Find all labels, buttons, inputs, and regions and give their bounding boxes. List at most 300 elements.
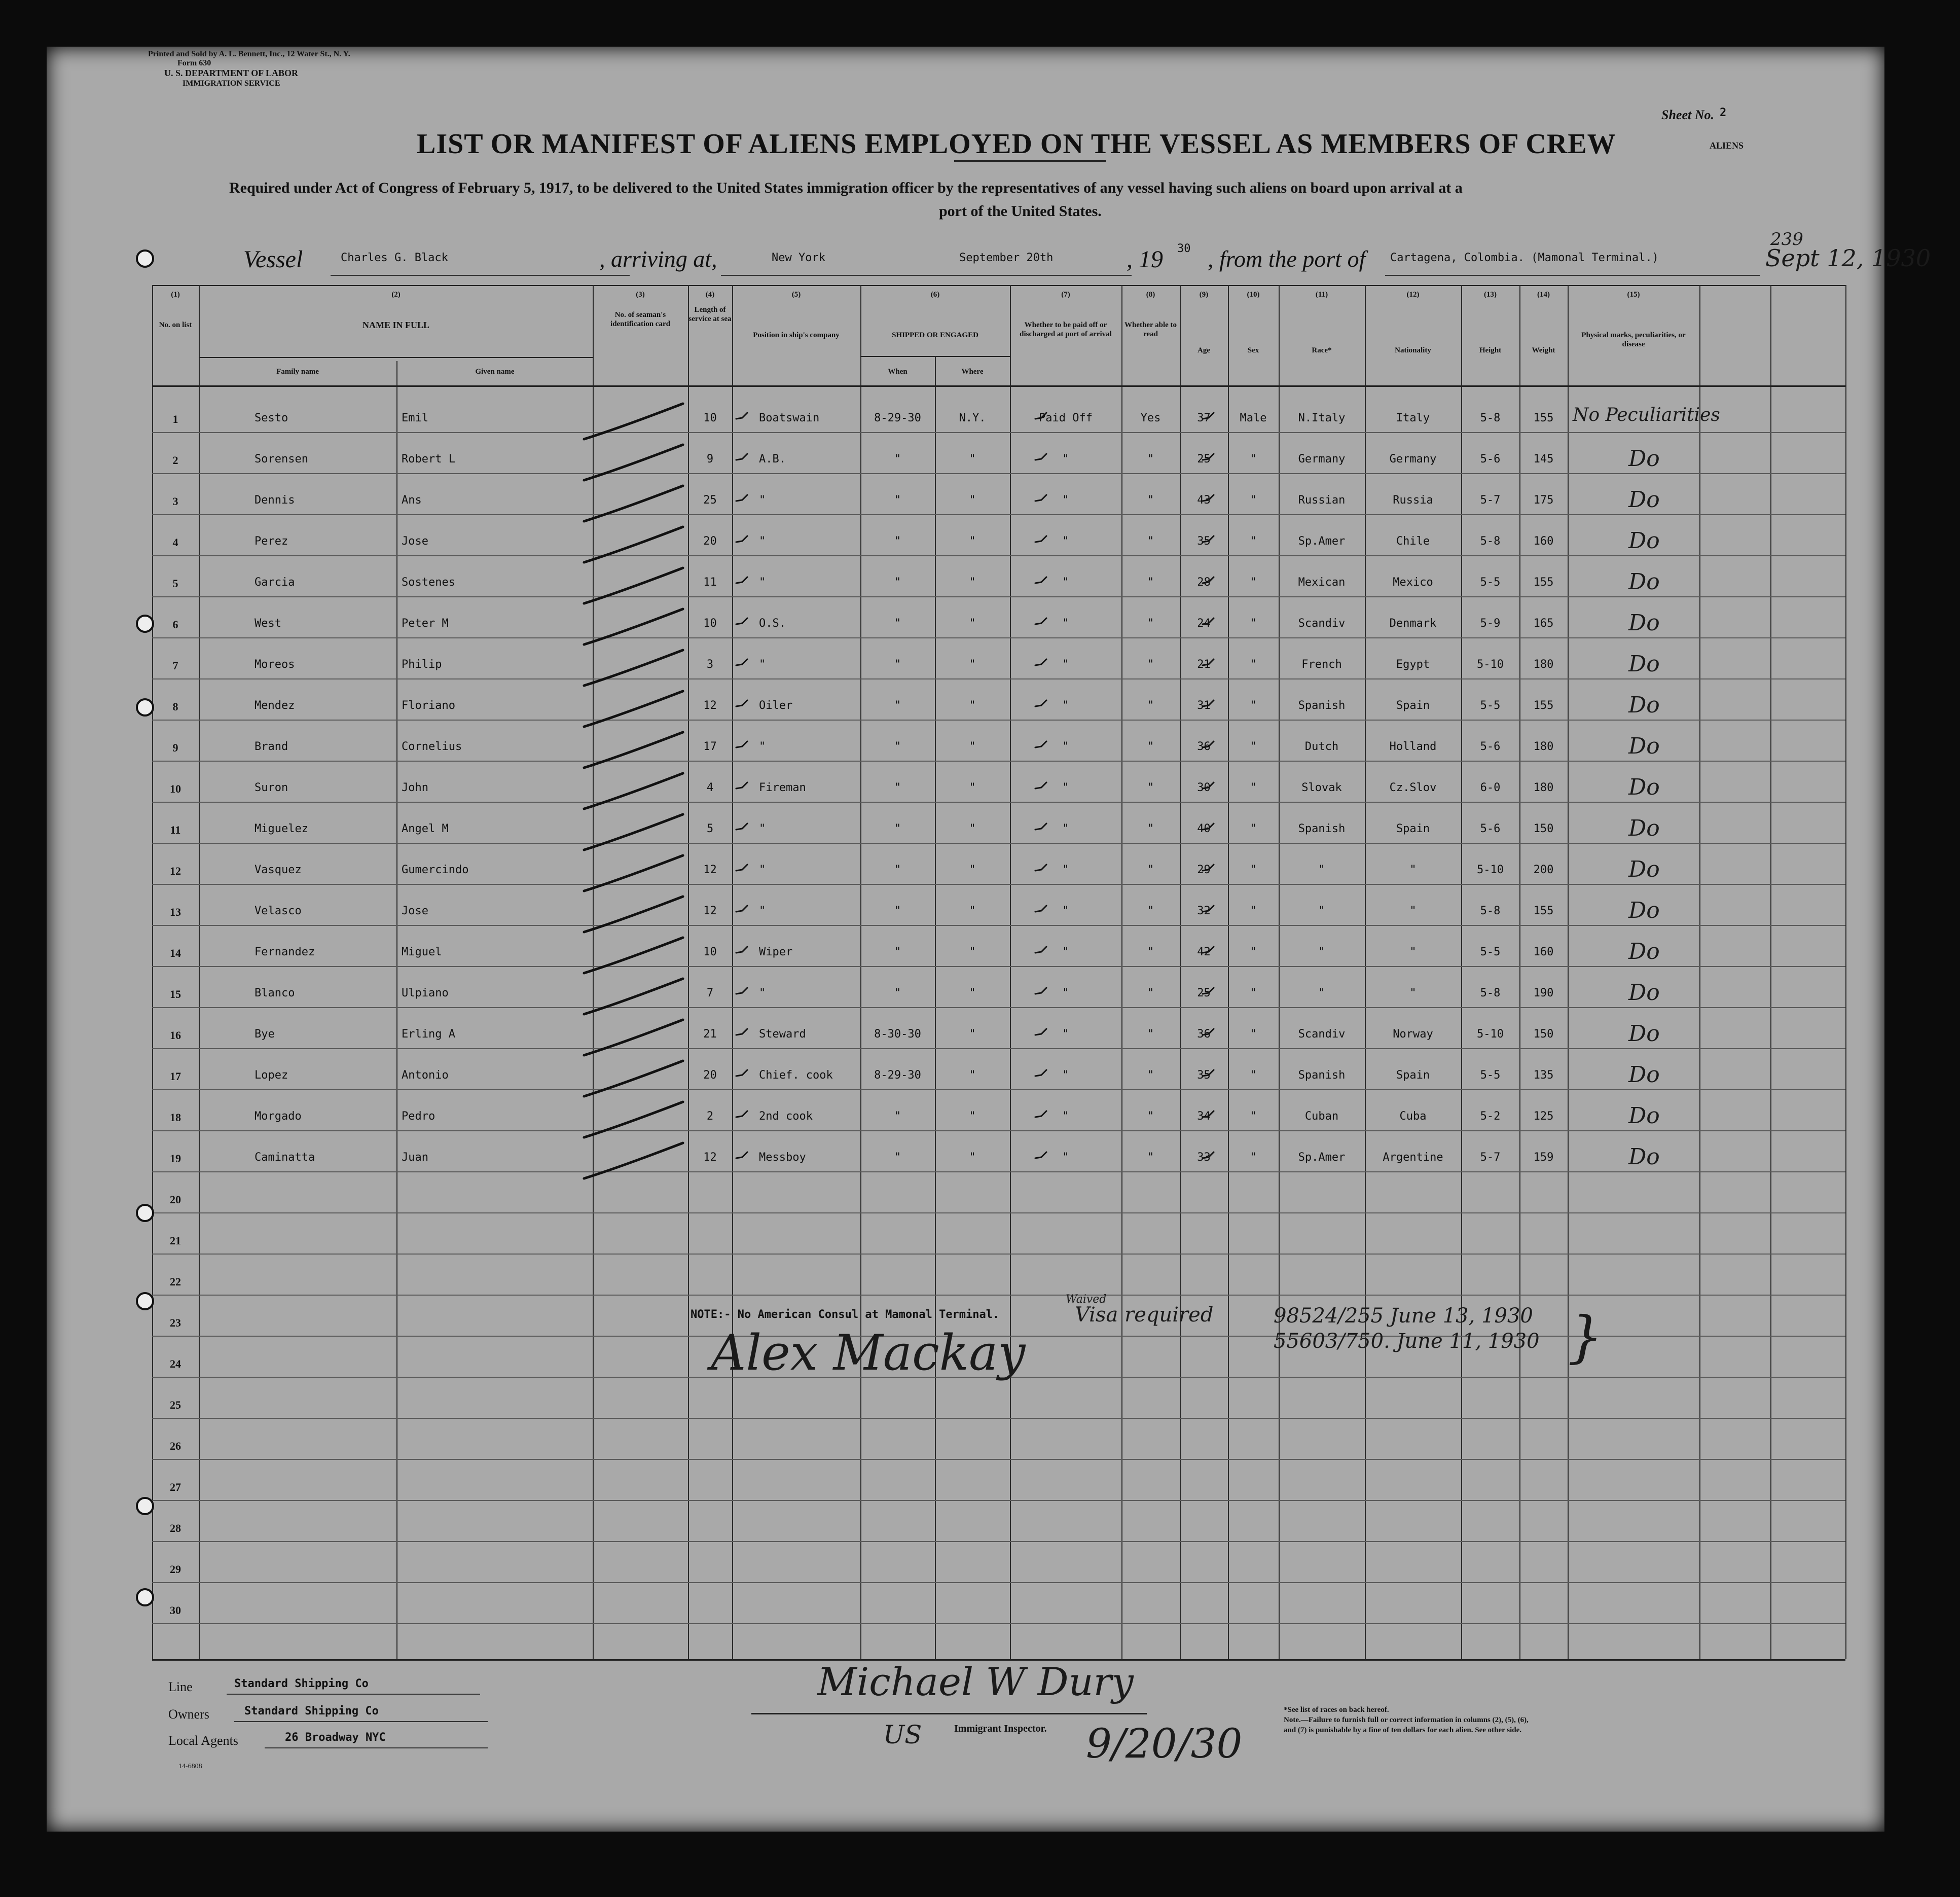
line-value: Standard Shipping Co [234,1677,369,1690]
sheet-no-label: Sheet No. [1661,108,1714,122]
row-number: 1 [172,413,178,425]
note-visa-line2: 55603/750. June 11, 1930 [1274,1330,1540,1353]
position-cell: " [759,658,766,671]
col-13-num: (13) [1484,291,1497,299]
service-cell: 5 [706,822,714,835]
sex-cell: " [1250,453,1257,466]
page-title: LIST OR MANIFEST OF ALIENS EMPLOYED ON THE VESSEL AS MEMBERS OF CREW [417,128,1616,160]
card-strike [584,938,683,973]
footnote-1: *See list of races on back hereof. [1284,1706,1389,1714]
service-cell: 25 [703,494,717,507]
check-tick [1035,824,1046,830]
binder-hole [136,249,154,268]
check-tick [1035,947,1046,953]
physical-marks-cell: Do [1628,815,1660,841]
family-name-cell: West [255,617,281,630]
paid-off-cell: " [1062,1028,1069,1041]
nationality-cell: Mexico [1393,576,1433,589]
card-strike-marks [47,47,1884,1832]
position-cell: Wiper [759,946,793,958]
footnote-3: and (7) is punishable by a fine of ten dollars for each alien. See other side. [1284,1726,1522,1734]
line-underline [227,1694,480,1695]
family-name-cell: Miguelez [255,822,308,835]
card-strike [584,650,683,686]
paid-off-cell: " [1062,1151,1069,1164]
when-cell: " [894,864,901,876]
age-cell: 25 [1197,453,1211,466]
col-10-num: (10) [1247,291,1260,299]
col-length-service: Length of service at sea [688,306,732,323]
check-tick [1035,1111,1046,1117]
service-cell: 12 [703,905,717,917]
row-number: 30 [170,1604,181,1617]
check-tick [1203,536,1214,542]
inspector-title: Immigrant Inspector. [954,1723,1047,1734]
service-cell: 12 [703,699,717,712]
race-cell: Slovak [1301,781,1342,794]
check-tick [1203,1070,1214,1076]
col-6-num: (6) [930,291,940,299]
arriving-label: , arriving at, [599,246,717,272]
race-cell: Germany [1298,453,1346,466]
col-name-num: (2) [391,291,401,299]
inspector-us: US [883,1720,922,1749]
owners-label: Owners [168,1707,209,1722]
sex-cell: " [1250,617,1257,630]
aliens-label: ALIENS [1710,140,1744,151]
row-number: 22 [170,1275,181,1288]
when-cell: " [894,535,901,548]
card-strike [584,1102,683,1137]
where-cell: " [969,1151,976,1164]
family-name-cell: Vasquez [255,864,302,876]
position-cell: " [759,905,766,917]
check-tick [1203,865,1214,871]
physical-marks-cell: Do [1628,692,1660,718]
read-cell: " [1147,905,1154,917]
where-cell: " [969,905,976,917]
paid-off-cell: " [1062,1069,1069,1082]
row-number: 15 [170,988,181,1000]
sex-cell: " [1250,1069,1257,1082]
service-cell: 20 [703,1069,717,1082]
binder-hole [136,698,154,717]
check-tick [1035,782,1046,789]
card-strike [584,445,683,480]
race-cell: " [1318,864,1325,876]
when-cell: " [894,453,901,466]
department: U. S. DEPARTMENT OF LABOR [164,68,299,78]
race-cell: " [1318,987,1325,999]
family-name-cell: Velasco [255,905,302,917]
subtitle-line2: port of the United States. [939,203,1102,220]
paid-off-cell: " [1062,535,1069,548]
physical-marks-cell: No Peculiarities [1573,405,1720,425]
when-cell: 8-29-30 [874,412,921,424]
when-cell: " [894,576,901,589]
age-cell: 40 [1197,822,1211,835]
row-number: 6 [172,618,178,631]
check-tick [1203,782,1214,789]
form-code: 14-6808 [178,1763,202,1770]
height-cell: 6-0 [1480,781,1501,794]
where-cell: " [969,1069,976,1082]
physical-marks-cell: Do [1628,487,1660,513]
given-name-cell: Juan [402,1151,428,1164]
binder-hole [136,1292,154,1310]
read-cell: Yes [1140,412,1161,424]
weight-cell: 150 [1533,1028,1554,1041]
where-cell: " [969,822,976,835]
check-tick [1035,865,1046,871]
when-cell: " [894,1151,901,1164]
sex-cell: " [1250,864,1257,876]
sex-cell: " [1250,781,1257,794]
service-cell: 12 [703,864,717,876]
paid-off-cell: " [1062,576,1069,589]
weight-cell: 155 [1533,905,1554,917]
footnote-2: Note.—Failure to furnish full or correct information in columns (2), (5), (6), [1284,1716,1529,1724]
check-tick [736,988,747,994]
family-name-cell: Blanco [255,987,295,999]
col-8-num: (8) [1146,291,1155,299]
age-cell: 36 [1197,1028,1211,1041]
position-cell: " [759,494,766,507]
given-name-cell: Miguel [402,946,442,958]
col-paid-off: Whether to be paid off or discharged at port of arrival [1020,321,1112,338]
check-tick [736,1152,747,1158]
height-cell: 5-5 [1480,576,1501,589]
where-cell: " [969,864,976,876]
age-cell: 36 [1197,740,1211,753]
binder-hole [136,615,154,633]
from-port-label: , from the port of [1208,246,1366,272]
weight-cell: 190 [1533,987,1554,999]
paid-off-cell: " [1062,740,1069,753]
note-brace: } [1568,1304,1603,1369]
race-cell: Spanish [1298,822,1346,835]
physical-marks-cell: Do [1628,610,1660,636]
given-name-cell: Angel M [402,822,449,835]
physical-marks-cell: Do [1628,856,1660,882]
check-tick [736,1029,747,1035]
nationality-cell: Russia [1393,494,1433,507]
age-cell: 25 [1197,987,1211,999]
where-cell: " [969,1028,976,1041]
nationality-cell: " [1409,946,1417,958]
nationality-cell: Holland [1389,740,1437,753]
read-cell: " [1147,822,1154,835]
service-cell: 11 [703,576,717,589]
check-tick [1035,906,1046,912]
check-tick [736,413,747,419]
weight-cell: 160 [1533,535,1554,548]
paid-off-cell: " [1062,453,1069,466]
position-cell: Boatswain [759,412,820,424]
race-cell: French [1301,658,1342,671]
height-cell: 5-7 [1480,1151,1501,1164]
age-cell: 21 [1197,658,1211,671]
position-cell: O.S. [759,617,786,630]
when-cell: " [894,617,901,630]
service-cell: 4 [706,781,714,794]
paid-off-cell: " [1062,658,1069,671]
age-cell: 37 [1197,412,1211,424]
sex-cell: " [1250,987,1257,999]
col-age: Age [1197,346,1210,354]
check-tick [1203,988,1214,994]
nationality-cell: Cuba [1399,1110,1427,1123]
read-cell: " [1147,946,1154,958]
read-cell: " [1147,494,1154,507]
age-cell: 34 [1197,1110,1211,1123]
race-cell: Mexican [1298,576,1346,589]
position-cell: " [759,822,766,835]
age-cell: 43 [1197,494,1211,507]
family-name-cell: Lopez [255,1069,288,1082]
race-cell: " [1318,905,1325,917]
age-cell: 35 [1197,535,1211,548]
row-number: 2 [172,454,178,467]
check-tick [736,454,747,460]
sex-cell: " [1250,822,1257,835]
height-cell: 5-2 [1480,1110,1501,1123]
row-number: 5 [172,577,178,590]
sex-cell: " [1250,905,1257,917]
check-tick [1035,659,1046,665]
check-tick [1035,536,1046,542]
given-name-cell: Pedro [402,1110,435,1123]
binder-hole [136,1588,154,1606]
check-tick [1203,495,1214,501]
read-cell: " [1147,1069,1154,1082]
row-number: 20 [170,1193,181,1206]
nationality-cell: Italy [1396,412,1430,424]
position-cell: " [759,987,766,999]
when-cell: " [894,987,901,999]
when-cell: " [894,740,901,753]
when-cell: " [894,699,901,712]
line-label: Line [168,1679,193,1694]
nationality-cell: Cz.Slov [1389,781,1437,794]
weight-cell: 125 [1533,1110,1554,1123]
read-cell: " [1147,1028,1154,1041]
position-cell: Messboy [759,1151,806,1164]
agents-value: 26 Broadway NYC [285,1731,386,1744]
col-when: When [888,368,908,376]
col-physical-marks: Physical marks, peculiarities, or disease [1581,331,1686,348]
row-number: 12 [170,865,181,877]
physical-marks-cell: Do [1628,1062,1660,1088]
service-cell: 20 [703,535,717,548]
row-number: 21 [170,1234,181,1247]
nationality-cell: Norway [1393,1028,1433,1041]
height-cell: 5-5 [1480,1069,1501,1082]
card-strike [584,568,683,603]
where-cell: " [969,781,976,794]
read-cell: " [1147,864,1154,876]
card-strike [584,527,683,562]
service: IMMIGRATION SERVICE [183,79,280,88]
consul-signature: Alex Mackay [711,1325,1026,1381]
printer-line: Printed and Sold by A. L. Bennett, Inc., 12 Water St., N. Y. [148,50,350,58]
physical-marks-cell: Do [1628,1144,1660,1170]
row-number: 9 [172,741,178,754]
sex-cell: " [1250,658,1257,671]
where-cell: " [969,699,976,712]
col-weight: Weight [1532,346,1555,354]
binder-hole [136,1204,154,1222]
height-cell: 5-9 [1480,617,1501,630]
where-cell: " [969,658,976,671]
paid-off-cell: " [1062,1110,1069,1123]
family-name-cell: Dennis [255,494,295,507]
sex-cell: " [1250,699,1257,712]
col-position: Position in ship's company [753,331,840,339]
arrival-date: September 20th [959,252,1054,264]
where-cell: " [969,453,976,466]
when-cell: " [894,905,901,917]
col-no-label: No. on list [159,321,192,329]
when-cell: " [894,658,901,671]
family-name-cell: Sorensen [255,453,308,466]
nationality-cell: Argentine [1383,1151,1443,1164]
vessel-name: Charles G. Black [341,252,448,264]
card-strike [584,691,683,727]
col-4-num: (4) [705,291,715,299]
position-cell: Fireman [759,781,806,794]
row-number: 23 [170,1316,181,1329]
height-cell: 5-8 [1480,535,1501,548]
note-visa-line1: 98524/255 June 13, 1930 [1274,1304,1533,1328]
row-number: 26 [170,1440,181,1452]
agents-underline [265,1747,488,1748]
weight-cell: 175 [1533,494,1554,507]
paid-off-cell: " [1062,781,1069,794]
col-family-name: Family name [276,368,319,376]
physical-marks-cell: Do [1628,1103,1660,1129]
note-waived: Waived [1066,1293,1107,1306]
paid-off-cell: " [1062,946,1069,958]
nationality-cell: Chile [1396,535,1430,548]
check-tick [1035,454,1046,460]
vessel-label: Vessel [243,246,303,273]
height-cell: 5-10 [1477,658,1504,671]
col-11-num: (11) [1315,291,1328,299]
weight-cell: 135 [1533,1069,1554,1082]
height-cell: 5-6 [1480,453,1501,466]
check-tick [1035,1070,1046,1076]
read-cell: " [1147,617,1154,630]
given-name-cell: Gumercindo [402,864,469,876]
family-name-cell: Brand [255,740,288,753]
col-read: Whether able to read [1124,321,1177,338]
check-tick [736,865,747,871]
race-cell: Dutch [1304,740,1339,753]
check-tick [1035,741,1046,747]
race-cell: Scandiv [1298,1028,1346,1041]
check-tick [736,741,747,747]
row-number: 25 [170,1399,181,1411]
race-cell: N.Italy [1298,412,1346,424]
when-cell: 8-30-30 [874,1028,921,1041]
row-number: 29 [170,1563,181,1576]
col-14-num: (14) [1537,291,1550,299]
given-name-cell: John [402,781,428,794]
position-cell: Oiler [759,699,793,712]
given-name-cell: Cornelius [402,740,462,753]
service-cell: 10 [703,617,717,630]
when-cell: " [894,946,901,958]
position-cell: Chief. cook [759,1069,833,1082]
weight-cell: 200 [1533,864,1554,876]
height-cell: 5-6 [1480,822,1501,835]
physical-marks-cell: Do [1628,733,1660,759]
check-tick [736,495,747,501]
weight-cell: 180 [1533,740,1554,753]
check-tick [1203,1152,1214,1158]
col-no-header: (1) [171,291,180,299]
weight-cell: 180 [1533,781,1554,794]
race-cell: Cuban [1304,1110,1339,1123]
weight-cell: 180 [1533,658,1554,671]
where-cell: N.Y. [959,412,986,424]
when-cell: " [894,1110,901,1123]
sex-cell: Male [1240,412,1267,424]
service-cell: 2 [706,1110,714,1123]
col-9-num: (9) [1199,291,1209,299]
col-nationality: Nationality [1395,346,1431,354]
row-number: 28 [170,1522,181,1534]
nationality-cell: Egypt [1396,658,1430,671]
position-cell: 2nd cook [759,1110,813,1123]
given-name-cell: Ans [402,494,422,507]
height-cell: 5-8 [1480,412,1501,424]
check-tick [1203,947,1214,953]
row-number: 27 [170,1481,181,1493]
weight-cell: 150 [1533,822,1554,835]
handwritten-date: Sept 12, 1930 [1765,244,1931,272]
height-cell: 5-7 [1480,494,1501,507]
sex-cell: " [1250,1151,1257,1164]
race-cell: Spanish [1298,1069,1346,1082]
col-5-num: (5) [791,291,801,299]
col-seaman-card: No. of seaman's identification card [610,311,670,328]
family-name-cell: Bye [255,1028,275,1041]
age-cell: 33 [1197,1151,1211,1164]
owners-underline [234,1721,488,1722]
check-tick [736,1111,747,1117]
given-name-cell: Antonio [402,1069,449,1082]
family-name-cell: Morgado [255,1110,302,1123]
position-cell: A.B. [759,453,786,466]
age-cell: 31 [1197,699,1211,712]
race-cell: Sp.Amer [1298,535,1346,548]
check-tick [736,659,747,665]
height-cell: 5-6 [1480,740,1501,753]
paid-off-cell: " [1062,864,1069,876]
row-number: 16 [170,1029,181,1042]
family-name-cell: Fernandez [255,946,315,958]
check-tick [1203,824,1214,830]
height-cell: 5-10 [1477,864,1504,876]
age-cell: 32 [1197,905,1211,917]
col-3-num: (3) [636,291,645,299]
paid-off-cell: " [1062,699,1069,712]
card-strike [584,814,683,850]
check-tick [1203,741,1214,747]
given-name-cell: Jose [402,535,428,548]
